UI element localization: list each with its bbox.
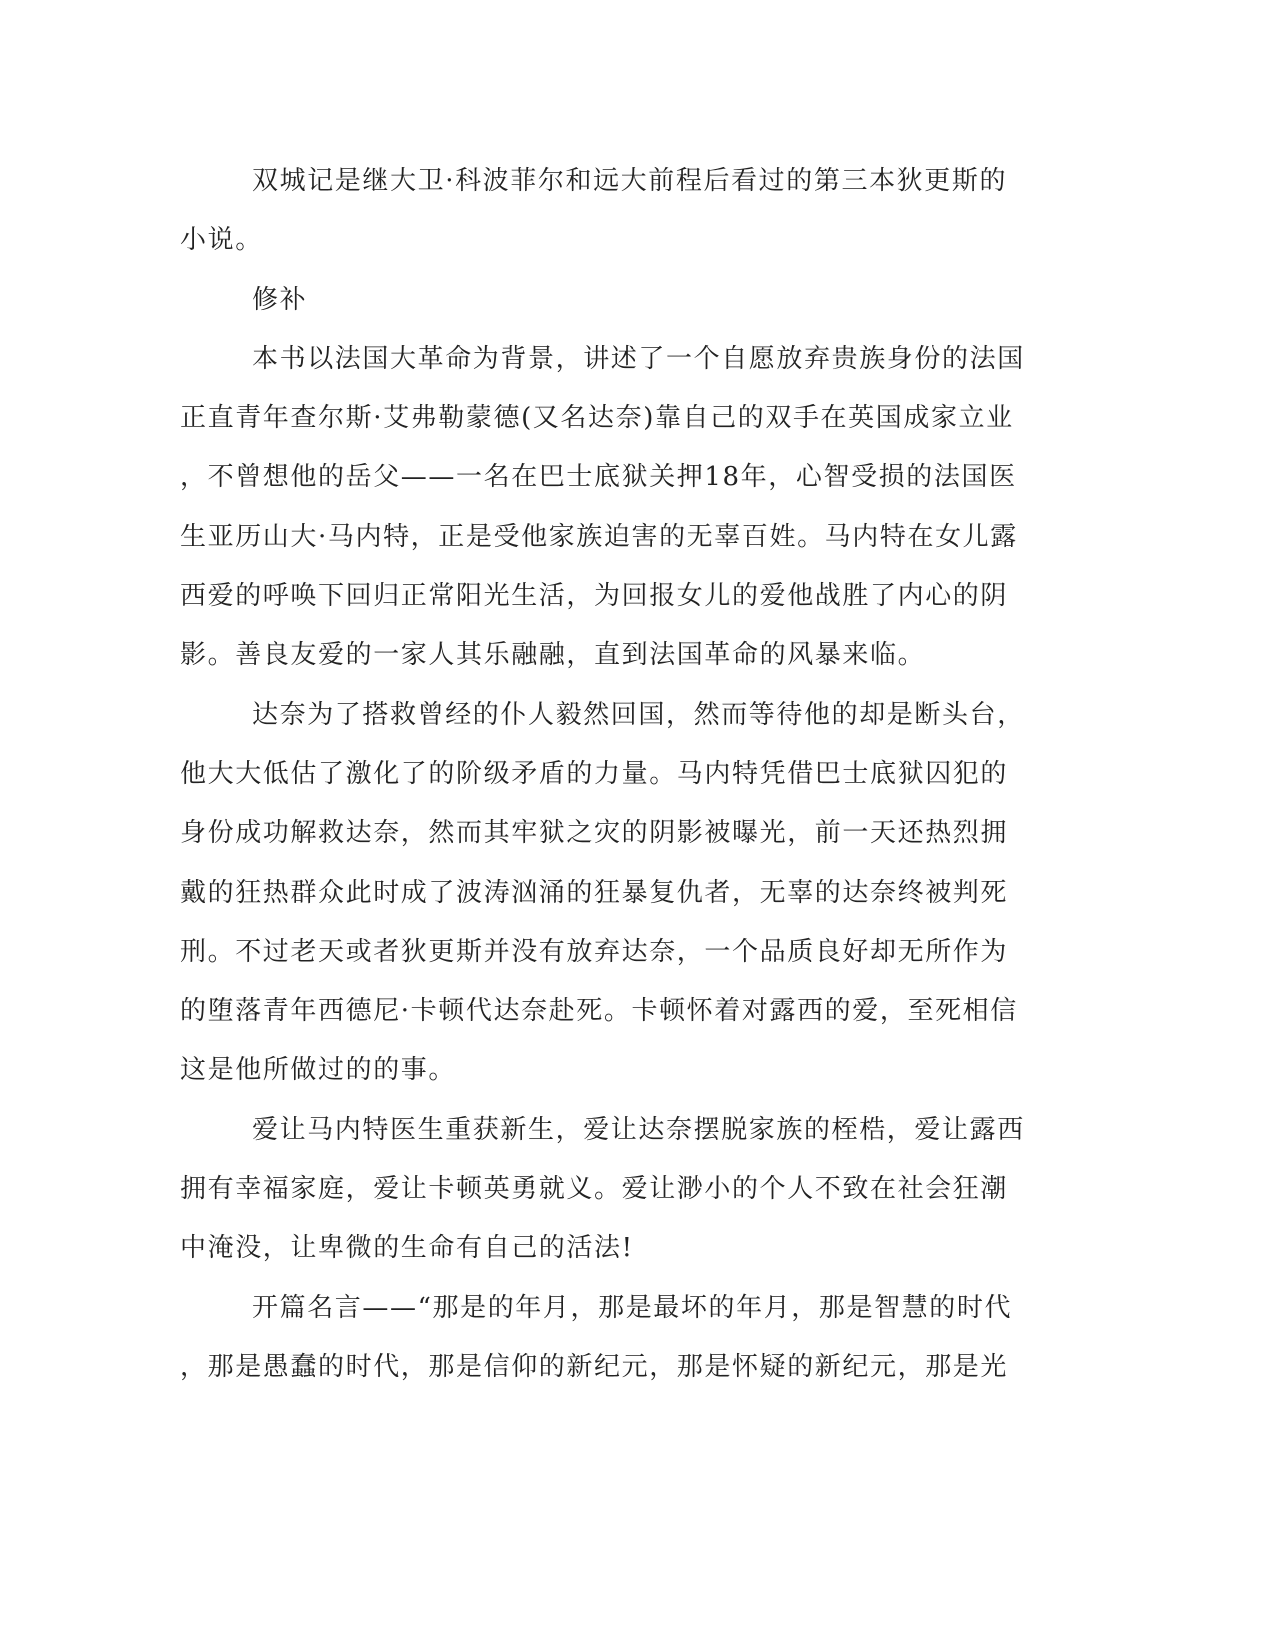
text-line: 戴的狂热群众此时成了波涛汹涌的狂暴复仇者，无辜的达奈终被判死	[180, 877, 1009, 908]
text-line: 的堕落青年西德尼·卡顿代达奈赴死。卡顿怀着对露西的爱，至死相信	[180, 996, 1018, 1027]
text-line: 影。善良友爱的一家人其乐融融，直到法国革命的风暴来临。	[180, 640, 926, 671]
text-line: 小说。	[180, 225, 263, 256]
text-line: 他大大低估了激化了的阶级矛盾的力量。马内特凭借巴士底狱囚犯的	[180, 758, 1009, 789]
document-body	[180, 152, 1032, 1397]
text-line: 西爱的呼唤下回归正常阳光生活，为回报女儿的爱他战胜了内心的阴	[180, 581, 1009, 612]
text-line: 刑。不过老天或者狄更斯并没有放弃达奈，一个品质良好却无所作为	[180, 936, 1009, 967]
text-line: 拥有幸福家庭，爱让卡顿英勇就义。爱让渺小的个人不致在社会狂潮	[180, 1174, 1009, 1205]
text-line: 开篇名言——“那是的年月，那是最坏的年月，那是智慧的时代	[252, 1292, 1013, 1323]
text-line: 正直青年查尔斯·艾弗勒蒙德(又名达奈)靠自己的双手在英国成家立业	[180, 403, 1014, 434]
text-line: 达奈为了搭救曾经的仆人毅然回国，然而等待他的却是断头台，	[252, 699, 1025, 730]
text-line: 本书以法国大革命为背景，讲述了一个自愿放弃贵族身份的法国	[252, 343, 1025, 374]
text-line: 这是他所做过的的事。	[180, 1055, 457, 1086]
text-line: 中淹没，让卑微的生命有自己的活法!	[180, 1233, 634, 1264]
text-line: ，不曾想他的岳父——一名在巴士底狱关押18年，心智受损的法国医	[180, 462, 1017, 493]
text-line: 生亚历山大·马内特，正是受他家族迫害的无辜百姓。马内特在女儿露	[180, 521, 1018, 552]
text-line: ，那是愚蠢的时代，那是信仰的新纪元，那是怀疑的新纪元，那是光	[180, 1351, 1009, 1382]
text-line: 爱让马内特医生重获新生，爱让达奈摆脱家族的桎梏，爱让露西	[252, 1114, 1025, 1145]
text-line: 身份成功解救达奈，然而其牢狱之灾的阴影被曝光，前一天还热烈拥	[180, 818, 1009, 849]
text-line: 修补	[252, 284, 308, 315]
text-line: 双城记是继大卫·科波菲尔和远大前程后看过的第三本狄更斯的	[252, 166, 1008, 196]
